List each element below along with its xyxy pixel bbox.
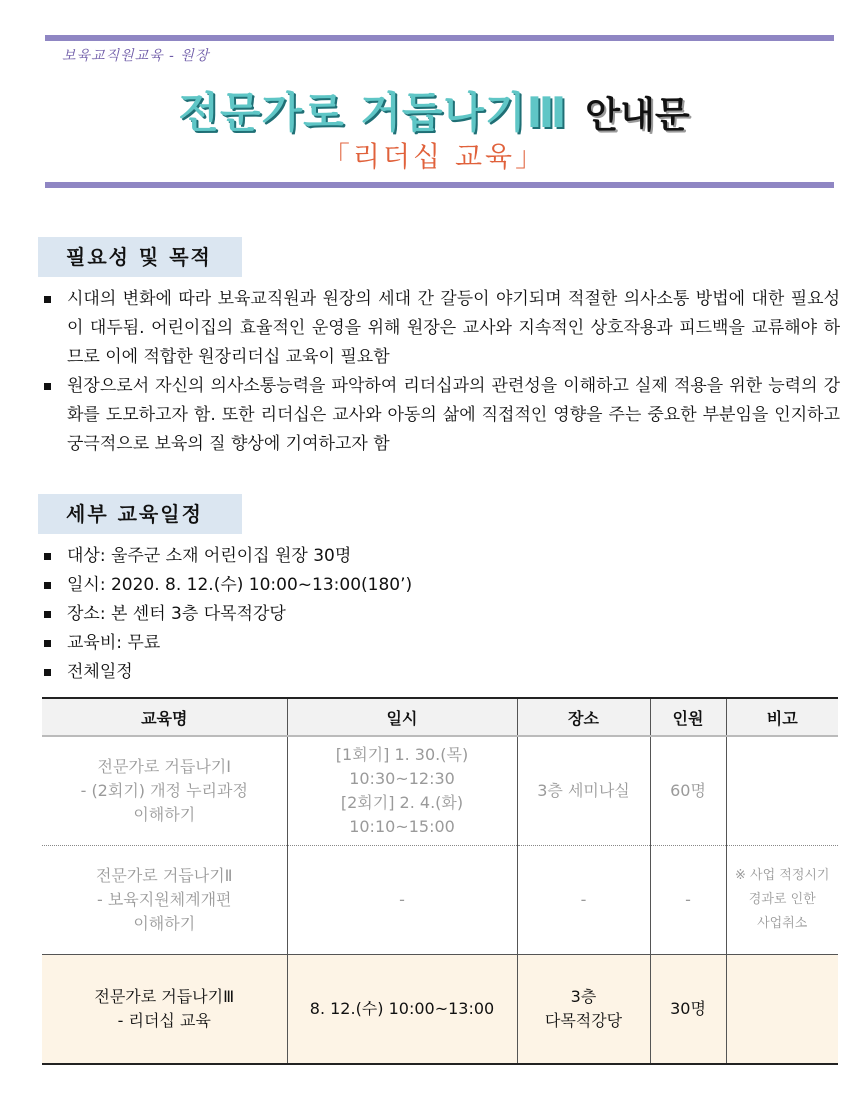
bullet-square-icon (44, 582, 51, 589)
section-purpose-label: 필요성 및 목적 (38, 237, 242, 277)
bullet-square-icon (44, 383, 51, 390)
cell-place: 3층 다목적강당 (517, 955, 650, 1065)
schedule-table (42, 697, 838, 1065)
bottom-divider (45, 182, 834, 188)
cell-count: - (650, 846, 726, 955)
cell-date: [1회기] 1. 30.(목) 10:30~12:30 [2회기] 2. 4.(화) 10:10~15:00 (287, 736, 517, 846)
title-main: 전문가로 거듭나기Ⅲ (178, 88, 568, 137)
col-header-note: 비고 (726, 698, 838, 736)
cell-date: 8. 12.(수) 10:00~13:00 (287, 955, 517, 1065)
section-schedule-label: 세부 교육일정 (38, 494, 242, 534)
doc-title (0, 80, 868, 140)
table-row (42, 955, 838, 1065)
top-divider (45, 35, 834, 41)
cell-name: 전문가로 거듭나기Ⅲ - 리더십 교육 (42, 955, 287, 1065)
title-sub: 「리더십 교육」 (321, 140, 547, 173)
bullet-square-icon (44, 611, 51, 618)
list-item: 대상: 울주군 소재 어린이집 원장 30명 (40, 542, 840, 571)
doc-subtitle: 보육교직원교육 - 원장 (62, 48, 210, 64)
col-header-date: 일시 (287, 698, 517, 736)
list-item: 전체일정 (40, 658, 840, 687)
cell-count: 30명 (650, 955, 726, 1065)
list-item: 원장으로서 자신의 의사소통능력을 파악하여 리더십과의 관련성을 이해하고 실제 적용을 위한 능력의 강화를 도모하고자 함. 또한 리더십은 교사와 아동의 삶에 직접적인 영향을 주는 중요한 부분임을 인지하고 궁극적으로 보육의 질 향상에 기여하고자 함 (40, 372, 840, 459)
bullet-square-icon (44, 640, 51, 647)
col-header-name: 교육명 (42, 698, 287, 736)
col-header-place: 장소 (517, 698, 650, 736)
cell-name: 전문가로 거듭나기Ⅱ - 보육지원체계개편 이해하기 (42, 846, 287, 955)
cell-name: 전문가로 거듭나기Ⅰ - (2회기) 개정 누리과정 이해하기 (42, 736, 287, 846)
cell-place: - (517, 846, 650, 955)
cell-note: ※ 사업 적정시기 경과로 인한 사업취소 (726, 846, 838, 955)
cell-place: 3층 세미나실 (517, 736, 650, 846)
col-header-count: 인원 (650, 698, 726, 736)
table-row (42, 736, 838, 846)
title-suffix: 안내문 (585, 95, 690, 136)
cell-date: - (287, 846, 517, 955)
table-header-row (42, 698, 838, 736)
cell-note (726, 736, 838, 846)
purpose-list (40, 285, 840, 459)
bullet-square-icon (44, 296, 51, 303)
bullet-square-icon (44, 669, 51, 676)
schedule-list (40, 542, 840, 687)
cell-note (726, 955, 838, 1065)
bullet-square-icon (44, 553, 51, 560)
list-item: 일시: 2020. 8. 12.(수) 10:00~13:00(180’) (40, 571, 840, 600)
table-row (42, 846, 838, 955)
list-item: 교육비: 무료 (40, 629, 840, 658)
list-item: 시대의 변화에 따라 보육교직원과 원장의 세대 간 갈등이 야기되며 적절한 의사소통 방법에 대한 필요성이 대두됨. 어린이집의 효율적인 운영을 위해 원장은 교사와 지속적인 상호작용과 피드백을 교류해야 하므로 이에 적합한 원장리더십 교육이 필요함 (40, 285, 840, 372)
cell-count: 60명 (650, 736, 726, 846)
list-item: 장소: 본 센터 3층 다목적강당 (40, 600, 840, 629)
